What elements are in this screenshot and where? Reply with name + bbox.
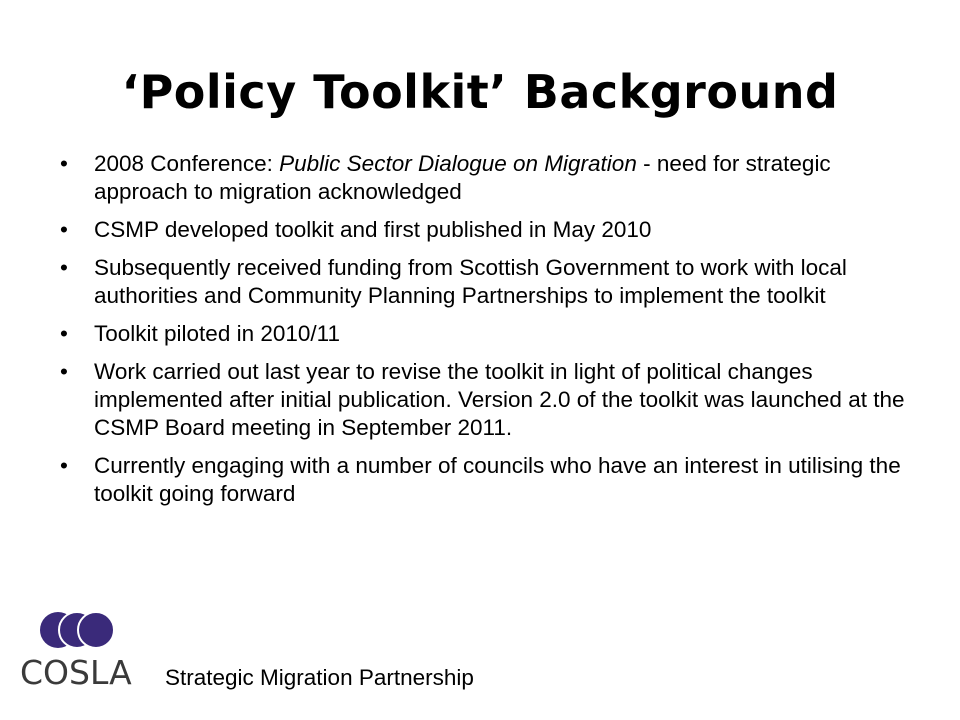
bullet-text: Work carried out last year to revise the toolkit in light of political changes implemented after initial publication. Version 2.0 of the toolkit was launched at the CSMP Board meeting in September 2011. xyxy=(94,359,905,440)
logo-circle-icon xyxy=(78,612,114,648)
bullet-item xyxy=(60,254,910,310)
bullet-dot-icon: • xyxy=(60,453,68,478)
bullet-text: 2008 Conference: xyxy=(94,151,280,176)
slide-title: ‘Policy Toolkit’ Background xyxy=(121,65,839,119)
bullet-item xyxy=(60,150,910,206)
bullet-dot-icon: • xyxy=(60,321,68,346)
bullet-text: Subsequently received funding from Scottish Government to work with local authorities and Community Planning Partnerships to implement the toolkit xyxy=(94,255,847,308)
bullet-text-end: - need for strategic approach to migration acknowledged xyxy=(94,151,831,204)
bullet-item xyxy=(60,216,910,244)
footer-text: Strategic Migration Partnership xyxy=(165,665,474,690)
logo-text: COSLA xyxy=(20,653,132,692)
bullet-item xyxy=(60,452,910,508)
bullet-item xyxy=(60,320,910,348)
bullet-list xyxy=(60,150,910,518)
bullet-text: Toolkit piloted in 2010/11 xyxy=(94,321,341,346)
bullet-dot-icon: • xyxy=(60,255,68,280)
cosla-logo-icon xyxy=(18,608,138,692)
cosla-logo xyxy=(18,608,138,692)
bullet-text: CSMP developed toolkit and first published in May 2010 xyxy=(94,217,652,242)
bullet-item xyxy=(60,358,910,442)
bullet-text: Currently engaging with a number of councils who have an interest in utilising the toolkit going forward xyxy=(94,453,901,506)
bullet-dot-icon: • xyxy=(60,151,68,176)
bullet-dot-icon: • xyxy=(60,359,68,384)
bullet-dot-icon: • xyxy=(60,217,68,242)
bullet-emphasis: Public Sector Dialogue on Migration xyxy=(279,151,637,176)
